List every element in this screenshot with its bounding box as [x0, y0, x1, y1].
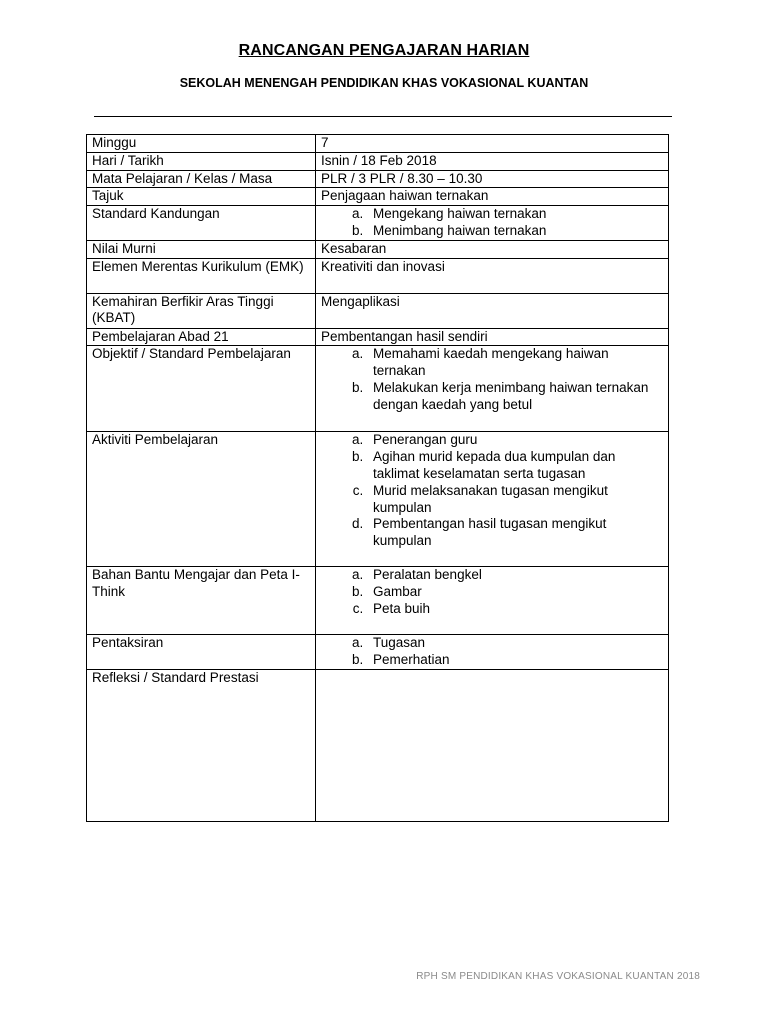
row-label: Objektif / Standard Pembelajaran	[87, 346, 316, 432]
row-value: Kreativiti dan inovasi	[316, 258, 669, 293]
aktiviti-list	[321, 432, 663, 550]
row-value: Penjagaan haiwan ternakan	[316, 188, 669, 206]
row-value: 7	[316, 135, 669, 153]
bahan-bantu-list	[321, 567, 663, 617]
list-item: a. Mengekang haiwan ternakan	[367, 206, 663, 223]
table-row	[87, 135, 669, 153]
standard-kandungan-list	[321, 206, 663, 240]
pentaksiran-list	[321, 635, 663, 669]
table-row	[87, 258, 669, 293]
list-item: b. Agihan murid kepada dua kumpulan dan taklimat keselamatan serta tugasan	[367, 449, 663, 483]
table-row	[87, 669, 669, 821]
table-row	[87, 567, 669, 635]
header-divider	[94, 116, 672, 117]
row-label: Mata Pelajaran / Kelas / Masa	[87, 170, 316, 188]
list-item: a. Memahami kaedah mengekang haiwan ternakan	[367, 346, 663, 380]
row-value	[316, 346, 669, 432]
school-name: SEKOLAH MENENGAH PENDIDIKAN KHAS VOKASIONAL KUANTAN	[179, 76, 589, 90]
list-item: d. Pembentangan hasil tugasan mengikut kumpulan	[367, 516, 663, 550]
row-label: Refleksi / Standard Prestasi	[87, 669, 316, 821]
list-item: a. Peralatan bengkel	[367, 567, 663, 584]
table-row	[87, 328, 669, 346]
row-value: PLR / 3 PLR / 8.30 – 10.30	[316, 170, 669, 188]
row-label: Pembelajaran Abad 21	[87, 328, 316, 346]
row-value	[316, 432, 669, 567]
table-row	[87, 206, 669, 241]
refleksi-value	[316, 669, 669, 821]
row-label: Pentaksiran	[87, 635, 316, 670]
page-footer: RPH SM PENDIDIKAN KHAS VOKASIONAL KUANTAN 2018	[416, 971, 700, 982]
list-item: b. Gambar	[367, 584, 663, 601]
row-label: Kemahiran Berfikir Aras Tinggi (KBAT)	[87, 293, 316, 328]
row-label: Elemen Merentas Kurikulum (EMK)	[87, 258, 316, 293]
table-row	[87, 170, 669, 188]
list-item: b. Menimbang haiwan ternakan	[367, 223, 663, 240]
row-value	[316, 635, 669, 670]
list-item: a. Tugasan	[367, 635, 663, 652]
list-item: c. Peta buih	[367, 601, 663, 618]
objektif-list	[321, 346, 663, 413]
list-item: a. Penerangan guru	[367, 432, 663, 449]
row-label: Tajuk	[87, 188, 316, 206]
row-value: Isnin / 18 Feb 2018	[316, 152, 669, 170]
table-row	[87, 240, 669, 258]
table-row	[87, 188, 669, 206]
row-value	[316, 206, 669, 241]
table-row	[87, 293, 669, 328]
list-item: b. Pemerhatian	[367, 652, 663, 669]
row-value: Mengaplikasi	[316, 293, 669, 328]
row-value: Pembentangan hasil sendiri	[316, 328, 669, 346]
row-value	[316, 567, 669, 635]
list-item: b. Melakukan kerja menimbang haiwan ternakan dengan kaedah yang betul	[367, 380, 663, 414]
row-label: Aktiviti Pembelajaran	[87, 432, 316, 567]
lesson-plan-table	[86, 134, 669, 822]
table-row	[87, 152, 669, 170]
table-row	[87, 432, 669, 567]
row-value: Kesabaran	[316, 240, 669, 258]
row-label: Nilai Murni	[87, 240, 316, 258]
row-label: Minggu	[87, 135, 316, 153]
row-label: Hari / Tarikh	[87, 152, 316, 170]
table-row	[87, 346, 669, 432]
row-label: Bahan Bantu Mengajar dan Peta I-Think	[87, 567, 316, 635]
list-item: c. Murid melaksanakan tugasan mengikut kumpulan	[367, 483, 663, 517]
row-label: Standard Kandungan	[87, 206, 316, 241]
document-title: RANCANGAN PENGAJARAN HARIAN	[238, 42, 530, 59]
table-row	[87, 635, 669, 670]
